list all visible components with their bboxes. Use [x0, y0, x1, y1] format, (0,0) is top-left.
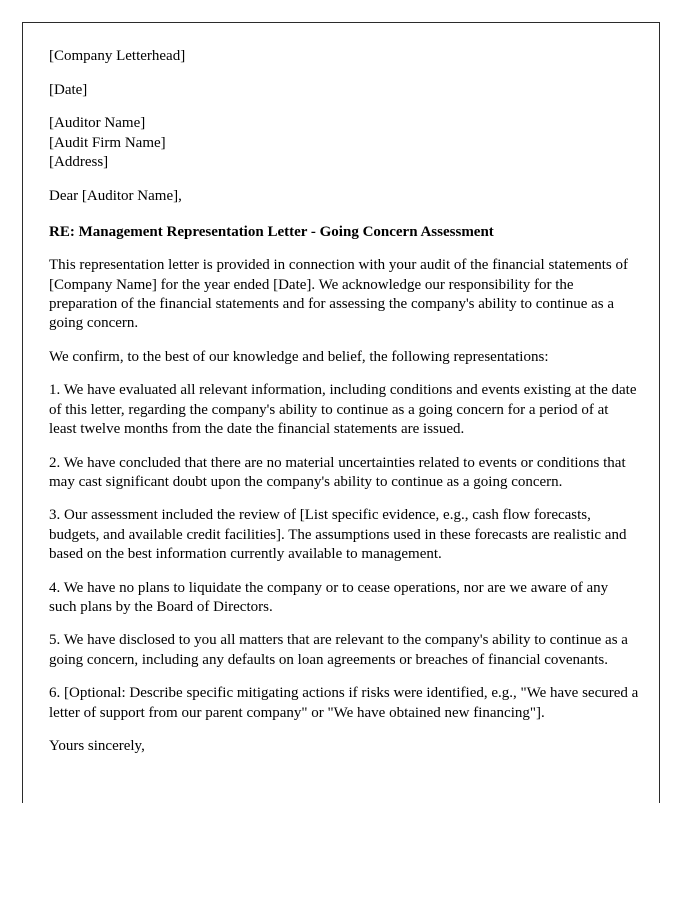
representation-item-4: 4. We have no plans to liquidate the company or to cease operations, nor are we aware of any such plans by the Board of Directors.	[49, 579, 609, 615]
recipient-address-block	[49, 114, 639, 172]
recipient-auditor-name: [Auditor Name]	[49, 115, 146, 132]
subject-heading: RE: Management Representation Letter - Going Concern Assessment	[49, 223, 494, 240]
salutation: Dear [Auditor Name],	[49, 187, 182, 204]
representation-item-2: 2. We have concluded that there are no material uncertainties related to events or conditions that may cast significant doubt upon the company's ability to continue as a going concern.	[49, 454, 626, 490]
representation-item-6: 6. [Optional: Describe specific mitigating actions if risks were identified, e.g., "We have secured a letter of support from our parent company" or "We have obtained new financing"].	[49, 685, 639, 721]
representation-item-3: 3. Our assessment included the review of [List specific evidence, e.g., cash flow forecasts, budgets, and available credit facilities]. The assumptions used in these forecasts are realistic and based on the best information currently available to management.	[49, 507, 627, 562]
closing-salutation: Yours sincerely,	[49, 738, 145, 755]
letter-date-placeholder: [Date]	[49, 81, 88, 98]
letter-page-sheet	[22, 22, 660, 803]
confirmation-lead-paragraph: We confirm, to the best of our knowledge and belief, the following representations:	[49, 348, 549, 365]
company-letterhead-placeholder: [Company Letterhead]	[49, 48, 186, 64]
recipient-address: [Address]	[49, 153, 109, 170]
recipient-firm-name: [Audit Firm Name]	[49, 134, 166, 151]
representation-item-5: 5. We have disclosed to you all matters that are relevant to the company's ability to continue as a going concern, including any defaults on loan agreements or breaches of financial covenants.	[49, 632, 628, 668]
letter-content	[49, 47, 639, 756]
representation-item-1: 1. We have evaluated all relevant information, including conditions and events existing at the date of this letter, regarding the company's ability to continue as a going concern for a period of at least twelve months from the date the financial statements are issued.	[49, 382, 637, 437]
intro-paragraph: This representation letter is provided in connection with your audit of the financial statements of [Company Name] for the year ended [Date]. We acknowledge our responsibility for the preparation of the financial statements and for assessing the company's ability to continue as a going concern.	[49, 257, 629, 332]
